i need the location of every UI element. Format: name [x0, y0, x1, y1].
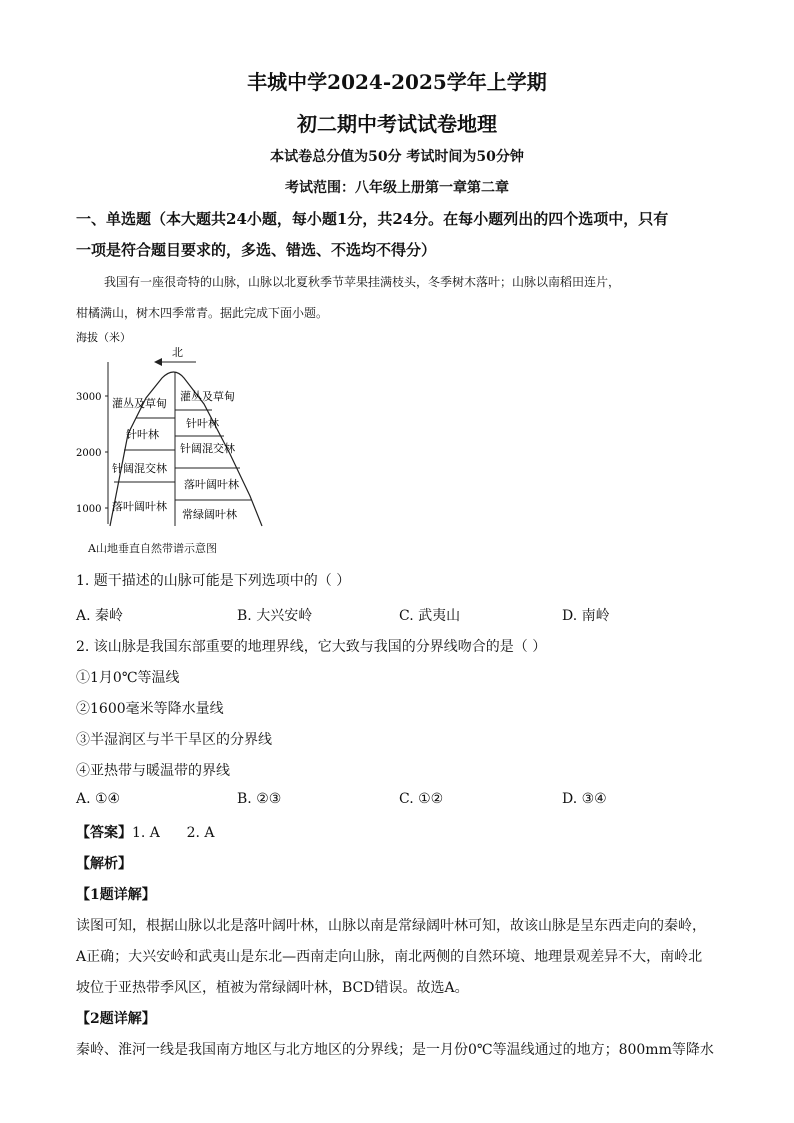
exam-title-line1: 丰城中学2024-2025学年上学期 [247, 70, 547, 94]
section-heading-line1: 一、单选题（本大题共24小题，每小题1分，共24分。在每小题列出的四个选项中，只有 [76, 210, 669, 228]
right-zone-1: 灌丛及草甸 [180, 390, 235, 403]
q2-item-2: ②1600毫米等降水量线 [76, 701, 224, 717]
left-zone-1: 灌丛及草甸 [112, 397, 167, 410]
mountain-vertical-zone-diagram [72, 326, 272, 532]
right-zone-5: 常绿阔叶林 [182, 508, 237, 521]
detail-1-line3: 坡位于亚热带季风区，植被为常绿阔叶林，BCD错误。故选A。 [76, 980, 469, 996]
q2-option-d[interactable]: D. ③④ [562, 791, 607, 807]
intro-line1: 我国有一座很奇特的山脉，山脉以北夏秋季节苹果挂满枝头，冬季树木落叶；山脉以南稻田连片， [104, 275, 621, 289]
detail-1-label: 【1题详解】 [76, 887, 156, 903]
intro-line2: 柑橘满山，树木四季常青。据此完成下面小题。 [76, 306, 329, 320]
q2-item-4: ④亚热带与暖温带的界线 [76, 763, 230, 779]
q2-option-b[interactable]: B. ②③ [237, 791, 282, 807]
answer-text: 1. A 2. A [132, 825, 215, 841]
section-heading-line2: 一项是符合题目要求的，多选、错选、不选均不得分） [76, 241, 437, 259]
right-zone-2: 针叶林 [186, 417, 219, 430]
tick-2000: 2000 [76, 448, 102, 459]
q2-item-1: ①1月0℃等温线 [76, 670, 180, 686]
detail-2-label: 【2题详解】 [76, 1011, 156, 1027]
q2-stem: 2. 该山脉是我国东部重要的地理界线，它大致与我国的分界线吻合的是（ ） [76, 639, 547, 655]
left-zone-4: 落叶阔叶林 [112, 500, 167, 513]
left-zone-2: 针叶林 [126, 428, 159, 441]
right-zone-3: 针阔混交林 [180, 442, 235, 455]
detail-1-line2: A正确；大兴安岭和武夷山是东北—西南走向山脉，南北两侧的自然环境、地理景观差异不大，南岭北 [76, 949, 703, 965]
q1-option-b[interactable]: B. 大兴安岭 [237, 608, 313, 624]
q1-option-c[interactable]: C. 武夷山 [399, 608, 461, 624]
north-arrow-head-icon [154, 358, 162, 366]
diagram-caption: A山地垂直自然带谱示意图 [88, 542, 217, 555]
answer-row [76, 822, 215, 842]
analysis-label: 【解析】 [76, 856, 132, 872]
answer-label: 【答案】 [76, 825, 132, 841]
q2-option-a[interactable]: A. ①④ [76, 791, 121, 807]
right-zone-4: 落叶阔叶林 [184, 478, 239, 491]
q2-option-c[interactable]: C. ①② [399, 791, 444, 807]
q1-stem: 1. 题干描述的山脉可能是下列选项中的（ ） [76, 573, 351, 589]
diagram-ylabel: 海拔（米） [76, 331, 131, 344]
left-zone-3: 针阔混交林 [112, 462, 167, 475]
q2-item-3: ③半湿润区与半干旱区的分界线 [76, 732, 272, 748]
tick-3000: 3000 [76, 392, 102, 403]
q1-option-a[interactable]: A. 秦岭 [76, 608, 124, 624]
exam-title-line2: 初二期中考试试卷地理 [297, 112, 497, 136]
diagram-north-label: 北 [172, 346, 183, 359]
detail-1-line1: 读图可知，根据山脉以北是落叶阔叶林，山脉以南是常绿阔叶林可知，故该山脉是呈东西走向的秦岭， [76, 918, 706, 934]
tick-1000: 1000 [76, 504, 102, 515]
detail-2-line1: 秦岭、淮河一线是我国南方地区与北方地区的分界线；是一月份0℃等温线通过的地方；800mm等降水 [76, 1042, 714, 1058]
exam-meta: 本试卷总分值为50分 考试时间为50分钟 [270, 149, 524, 165]
exam-scope: 考试范围：八年级上册第一章第二章 [285, 180, 509, 196]
q1-option-d[interactable]: D. 南岭 [562, 608, 610, 624]
